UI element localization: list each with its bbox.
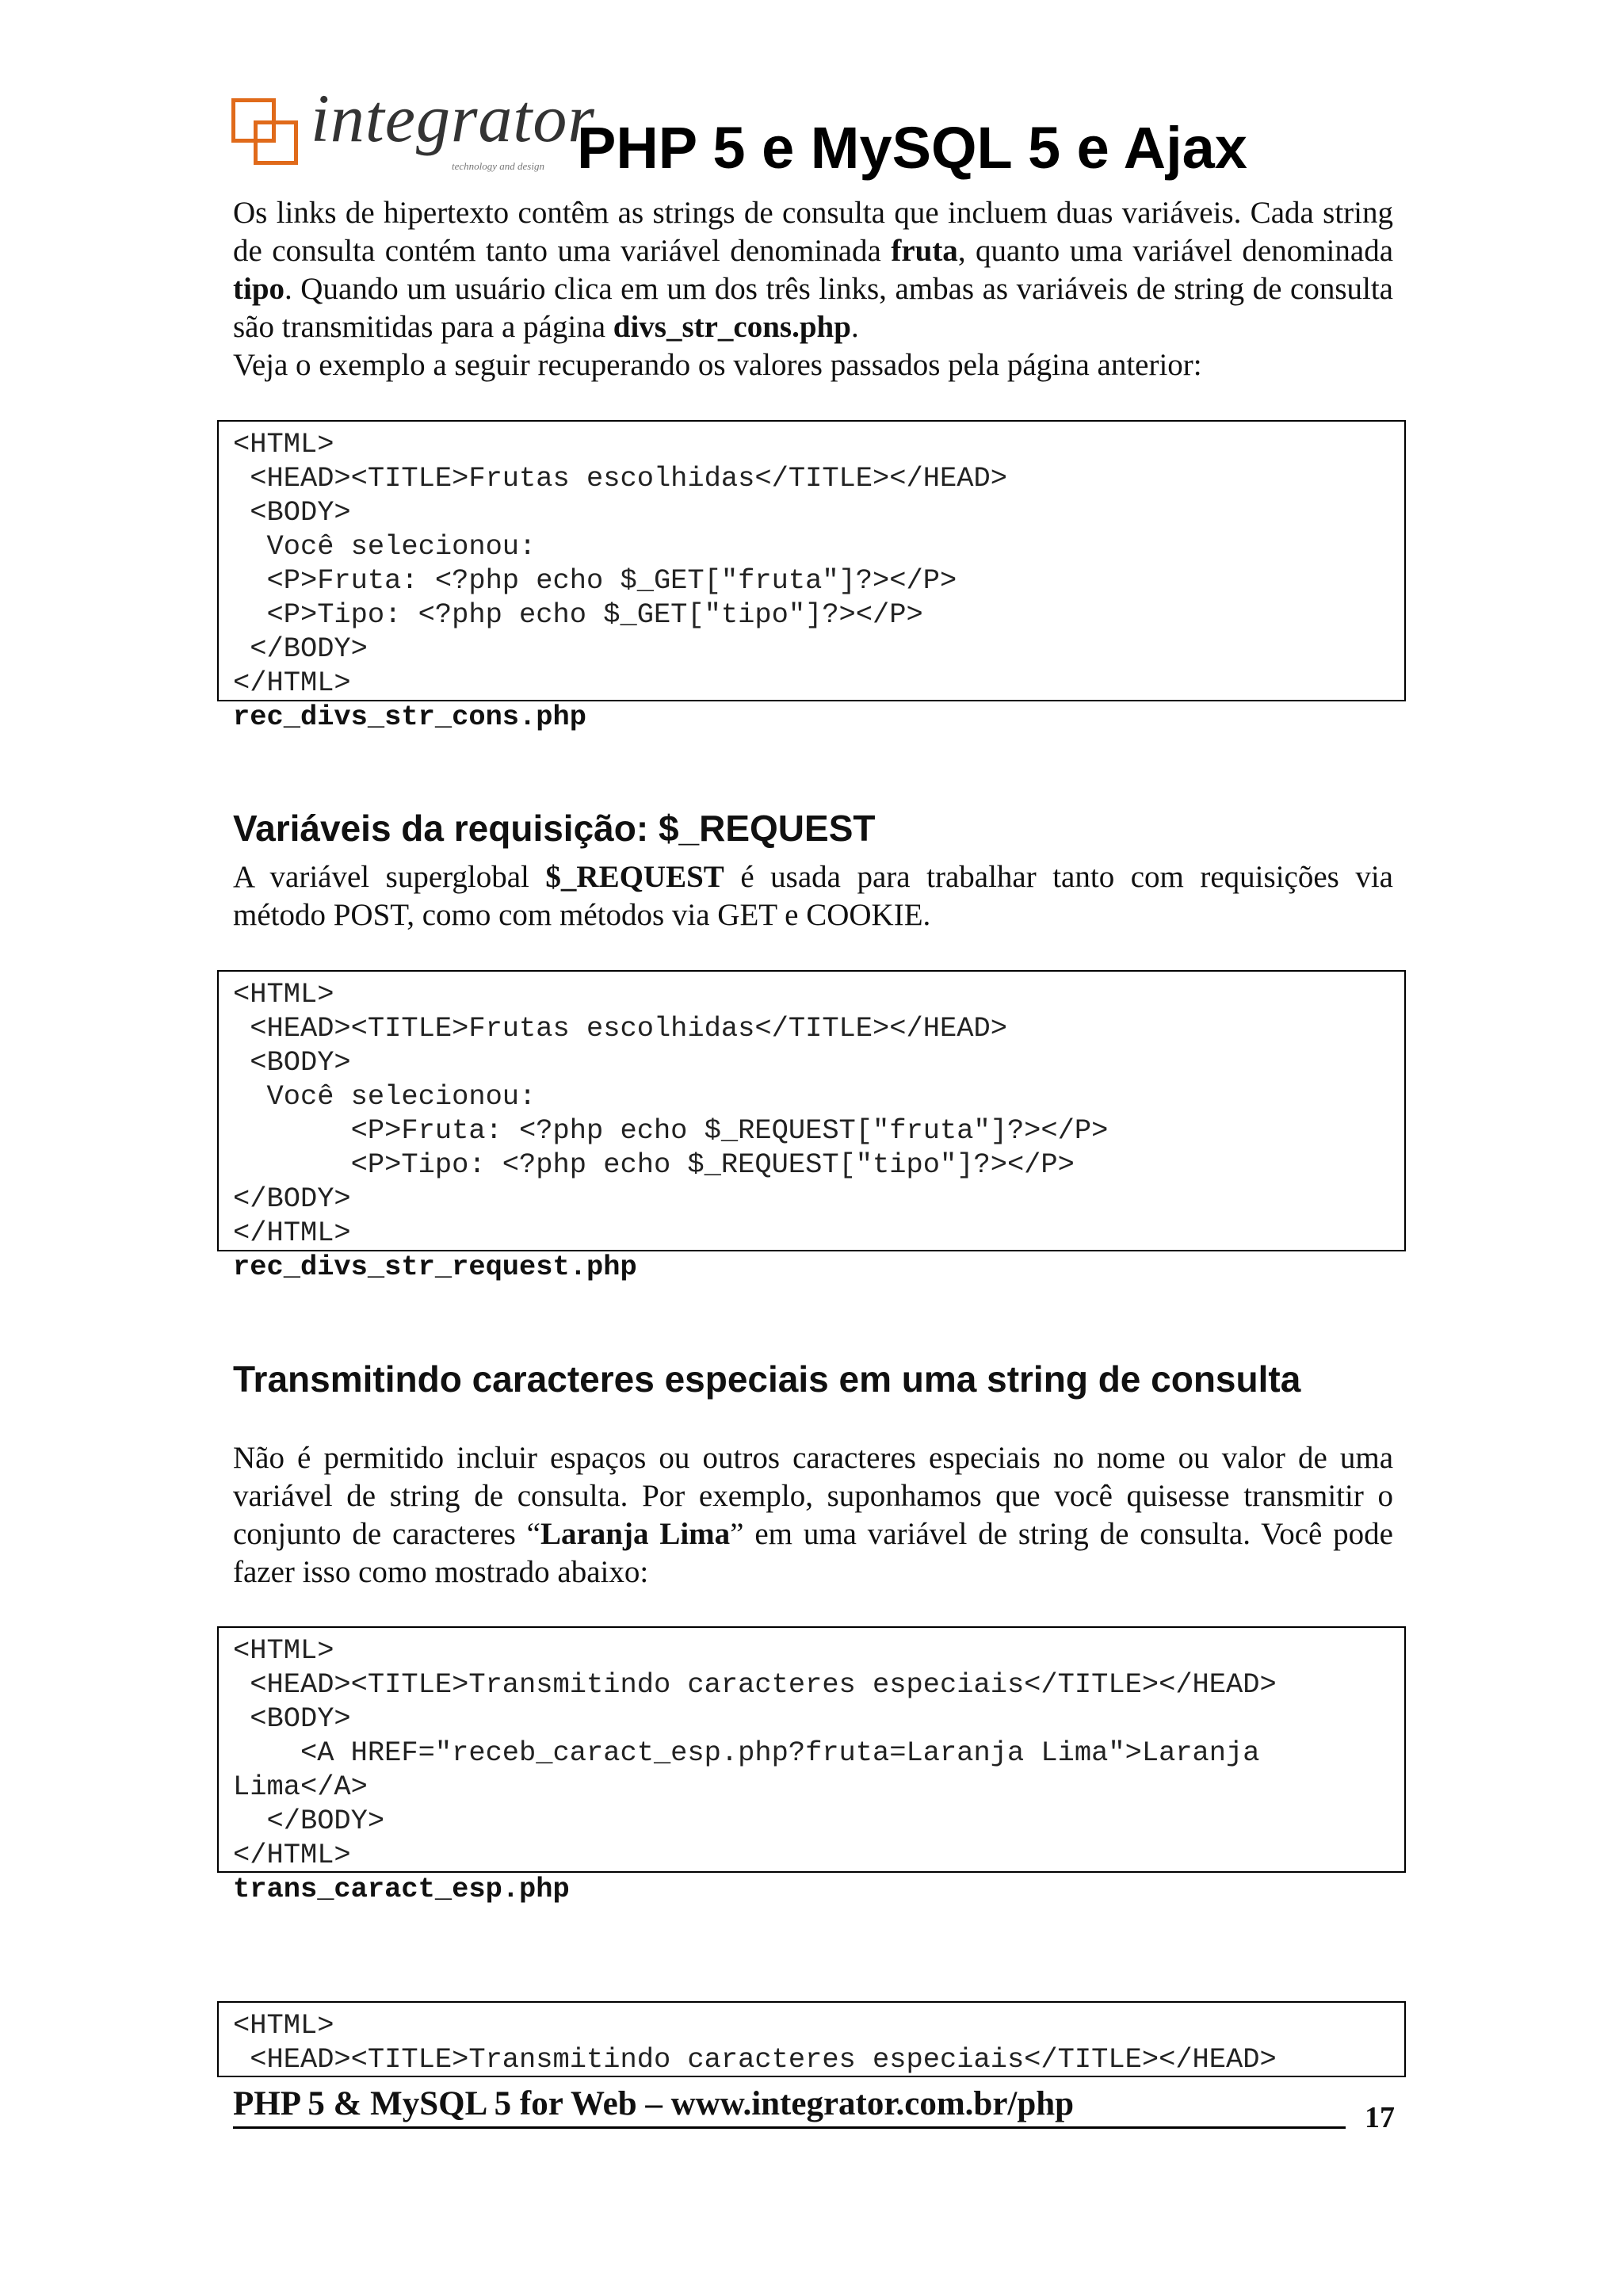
request-paragraph: A variável superglobal $_REQUEST é usada para trabalhar tanto com requisições via método POST, como com métodos via GET e COOKIE. [233, 860, 1393, 932]
term-laranja-lima: Laranja Lima [540, 1517, 731, 1551]
code-filename: rec_divs_str_request.php [233, 1251, 637, 1283]
term-request: $_REQUEST [545, 860, 724, 894]
code-line: </HTML> [233, 1839, 351, 1871]
footer-rule [233, 2126, 1346, 2129]
logo-wordmark: integrator [311, 80, 595, 156]
code-line: <A HREF="receb_caract_esp.php?fruta=Laranja Lima">Laranja [233, 1737, 1260, 1769]
code-line: <P>Fruta: <?php echo $_GET["fruta"]?></P> [233, 565, 957, 597]
logo-square-icon [254, 120, 298, 165]
intro-paragraph-2: Veja o exemplo a seguir recuperando os valores passados pela página anterior: [233, 348, 1202, 382]
special-chars-paragraph: Não é permitido incluir espaços ou outros caracteres especiais no nome ou valor de uma variável de string de consulta. Por exemplo, suponhamos que você quisesse transmitir o conjunto de caracteres “Laranja Lima” em uma variável de string de consulta. Você pode fazer isso como mostrado abaixo: [233, 1441, 1393, 1589]
term-tipo: tipo [233, 272, 285, 306]
integrator-logo [231, 80, 595, 179]
page-number: 17 [1365, 2101, 1395, 2134]
code-line: <HEAD><TITLE>Frutas escolhidas</TITLE></HEAD> [233, 1013, 1007, 1045]
code-block-continued [217, 2001, 1406, 2077]
code-line: <BODY> [233, 1047, 351, 1079]
page-footer: PHP 5 & MySQL 5 for Web – www.integrator.com.br/php [233, 2085, 1075, 2122]
code-line: <P>Tipo: <?php echo $_GET["tipo"]?></P> [233, 599, 923, 631]
code-filename: rec_divs_str_cons.php [233, 701, 586, 733]
code-line: <P>Fruta: <?php echo $_REQUEST["fruta"]?></P> [233, 1115, 1109, 1147]
book-title: PHP 5 e MySQL 5 e Ajax [577, 115, 1247, 181]
code-line: <HEAD><TITLE>Frutas escolhidas</TITLE></HEAD> [233, 463, 1007, 495]
term-filename: divs_str_cons.php [613, 310, 851, 344]
code-line: </BODY> [233, 633, 368, 665]
code-block-special-chars [217, 1626, 1406, 1873]
code-line: <HTML> [233, 979, 334, 1010]
code-line: Você selecionou: [233, 531, 537, 563]
code-line: <HTML> [233, 2010, 334, 2042]
section-heading-request: Variáveis da requisição: $_REQUEST [233, 808, 876, 849]
code-line: </BODY> [233, 1805, 385, 1837]
code-filename: trans_caract_esp.php [233, 1874, 570, 1905]
term-fruta: fruta [891, 234, 958, 268]
code-block-request [217, 970, 1406, 1251]
code-line: <BODY> [233, 497, 351, 529]
code-line: <HEAD><TITLE>Transmitindo caracteres especiais</TITLE></HEAD> [233, 2044, 1277, 2076]
section-heading-special-chars: Transmitindo caracteres especiais em uma string de consulta [233, 1358, 1301, 1400]
code-line: Lima</A> [233, 1771, 368, 1803]
code-line: <BODY> [233, 1703, 351, 1735]
code-line: </HTML> [233, 667, 351, 699]
code-block-get [217, 420, 1406, 701]
code-line: </BODY> [233, 1183, 351, 1215]
code-line: <P>Tipo: <?php echo $_REQUEST["tipo"]?></P> [233, 1149, 1075, 1181]
code-line: <HEAD><TITLE>Transmitindo caracteres especiais</TITLE></HEAD> [233, 1669, 1277, 1701]
code-line: Você selecionou: [233, 1081, 537, 1113]
code-line: <HTML> [233, 429, 334, 460]
code-line: <HTML> [233, 1635, 334, 1667]
code-line: </HTML> [233, 1217, 351, 1249]
logo-tagline: technology and design [452, 160, 544, 172]
intro-paragraph: Os links de hipertexto contêm as strings de consulta que incluem duas variáveis. Cada string de consulta contém tanto uma variável denominada fruta, quanto uma variável denominada tipo. Quando um usuário clica em um dos três links, ambas as variáveis de string de consulta são transmitidas para a página divs_str_cons.php. [233, 196, 1394, 344]
